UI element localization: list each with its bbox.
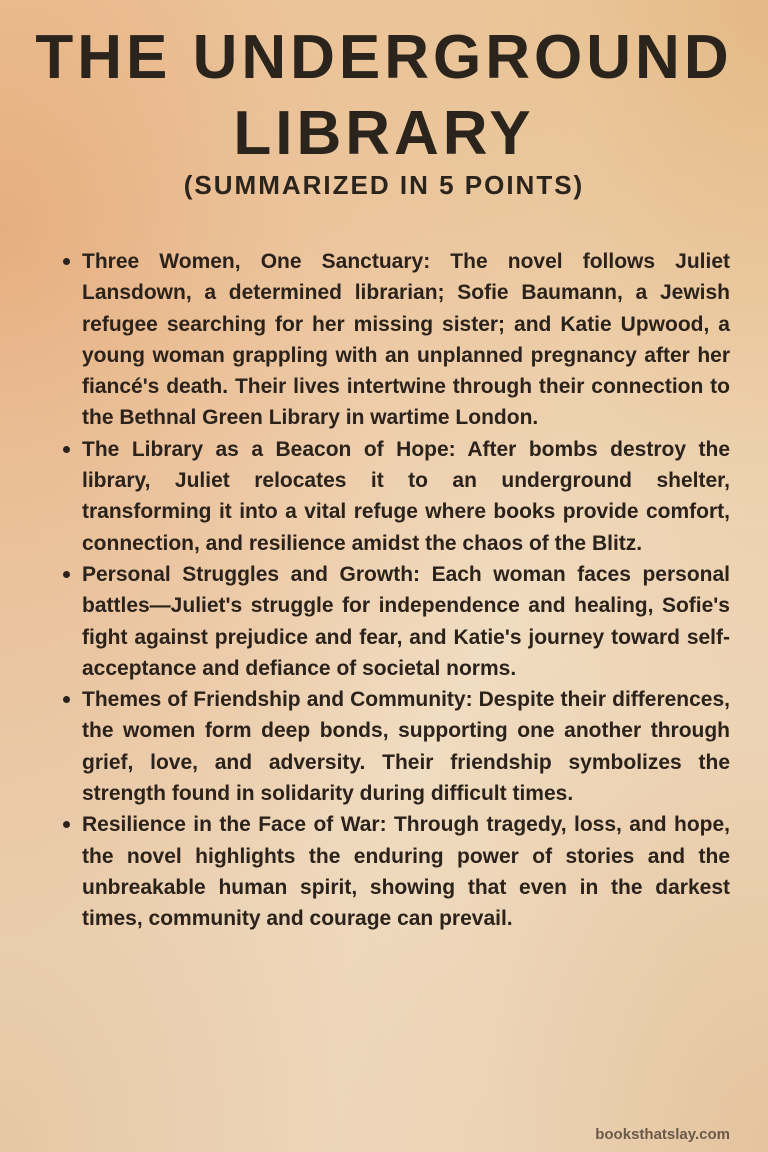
subtitle: (SUMMARIZED IN 5 POINTS) [183,170,585,200]
site-watermark: booksthatslay.com [595,1126,730,1143]
list-item [82,809,730,934]
point-text: Themes of Friendship and Community: Despite their differences, the women form deep bonds, supporting one another through grief, love, and adversity. Their friendship symbolizes the strength found in solidarity during difficult times. [82,688,730,806]
point-text: Three Women, One Sanctuary: The novel follows Juliet Lansdown, a determined librarian; Sofie Baumann, a Jewish refugee searching for her missing sister; and Katie Upwood, a young woman grappling with an unplanned pregnancy after her fiancé's death. Their lives intertwine through their connection to the Bethnal Green Library in wartime London. [82,250,730,430]
bullet-icon [63,821,70,828]
bullet-icon [63,258,70,265]
bullet-icon [63,571,70,578]
point-text: Resilience in the Face of War: Through tragedy, loss, and hope, the novel highlights the enduring power of stories and the unbreakable human spirit, showing that even in the darkest times, community and courage can prevail. [82,813,730,931]
point-text: The Library as a Beacon of Hope: After bombs destroy the library, Juliet relocates it to an underground shelter, transforming it into a vital refuge where books provide comfort, connection, and resilience amidst the chaos of the Blitz. [82,437,730,555]
point-text: Personal Struggles and Growth: Each woman faces personal battles—Juliet's struggle for independence and healing, Sofie's fight against prejudice and fear, and Katie's journey toward self-acceptance and defiance of societal norms. [82,562,730,680]
list-item [82,246,730,434]
list-item [82,434,730,559]
page-title [0,20,768,172]
bullet-icon [63,696,70,703]
list-item [82,559,730,684]
title-line-2: LIBRARY [233,99,535,168]
title-line-1: THE UNDERGROUND [35,23,733,92]
bullet-icon [63,446,70,453]
list-item [82,684,730,809]
summary-list [82,246,730,935]
